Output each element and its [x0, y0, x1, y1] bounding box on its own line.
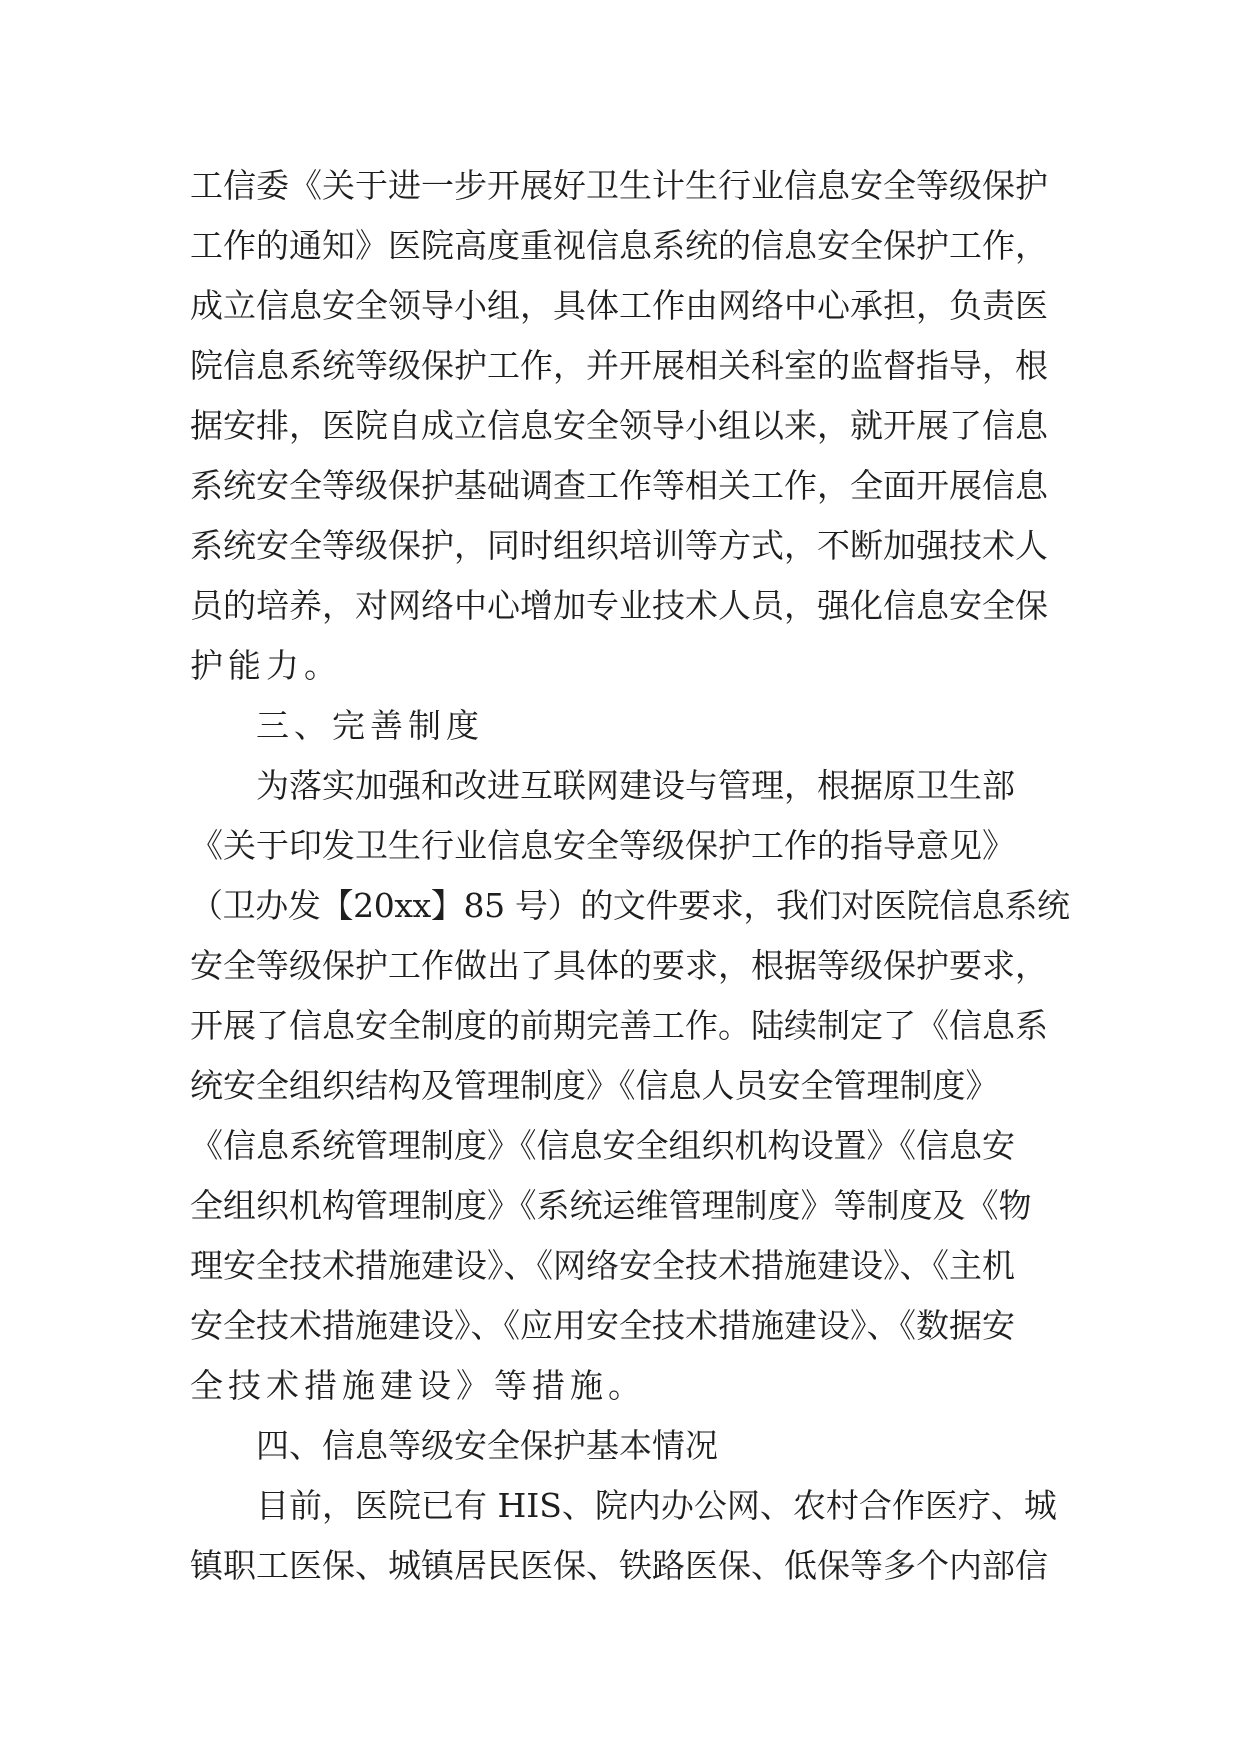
text-line: 安全等级保护工作做出了具体的要求，根据等级保护要求， — [190, 946, 1048, 985]
text-line: 四、信息等级安全保护基本情况 — [256, 1426, 718, 1465]
text-line: 护能力。 — [190, 646, 342, 685]
text-line: 院信息系统等级保护工作，并开展相关科室的监督指导，根 — [190, 346, 1048, 385]
text-line: 三、完善制度 — [256, 706, 484, 745]
text-line: 开展了信息安全制度的前期完善工作。陆续制定了《信息系 — [190, 1006, 1048, 1045]
text-line: 统安全组织结构及管理制度》《信息人员安全管理制度》 — [190, 1066, 999, 1105]
text-line: 系统安全等级保护，同时组织培训等方式，不断加强技术人 — [190, 526, 1048, 565]
text-line: 理安全技术措施建设》、《网络安全技术措施建设》、《主机 — [190, 1246, 1015, 1285]
document-body — [190, 156, 1070, 1596]
text-line: 安全技术措施建设》、《应用安全技术措施建设》、《数据安 — [190, 1306, 1015, 1345]
text-line: 全技术措施建设》等措施。 — [190, 1366, 646, 1405]
text-line: 全组织机构管理制度》《系统运维管理制度》等制度及《物 — [190, 1186, 1032, 1225]
text-line: 成立信息安全领导小组，具体工作由网络中心承担，负责医 — [190, 286, 1048, 325]
text-line: 据安排，医院自成立信息安全领导小组以来，就开展了信息 — [190, 406, 1048, 445]
text-line: 工作的通知》医院高度重视信息系统的信息安全保护工作， — [190, 226, 1048, 265]
text-line: 目前，医院已有 HIS、院内办公网、农村合作医疗、城 — [256, 1486, 1057, 1525]
text-line: 《关于印发卫生行业信息安全等级保护工作的指导意见》 — [190, 826, 1015, 865]
text-line: 员的培养，对网络中心增加专业技术人员，强化信息安全保 — [190, 586, 1048, 625]
text-line: 为落实加强和改进互联网建设与管理，根据原卫生部 — [256, 766, 1015, 805]
text-line: 《信息系统管理制度》《信息安全组织机构设置》《信息安 — [190, 1126, 1015, 1165]
text-line: 工信委《关于进一步开展好卫生计生行业信息安全等级保护 — [190, 166, 1048, 205]
text-line: 系统安全等级保护基础调查工作等相关工作，全面开展信息 — [190, 466, 1048, 505]
text-line: 镇职工医保、城镇居民医保、铁路医保、低保等多个内部信 — [190, 1546, 1048, 1585]
text-line: （卫办发【20xx】85 号）的文件要求，我们对医院信息系统 — [190, 886, 1070, 925]
